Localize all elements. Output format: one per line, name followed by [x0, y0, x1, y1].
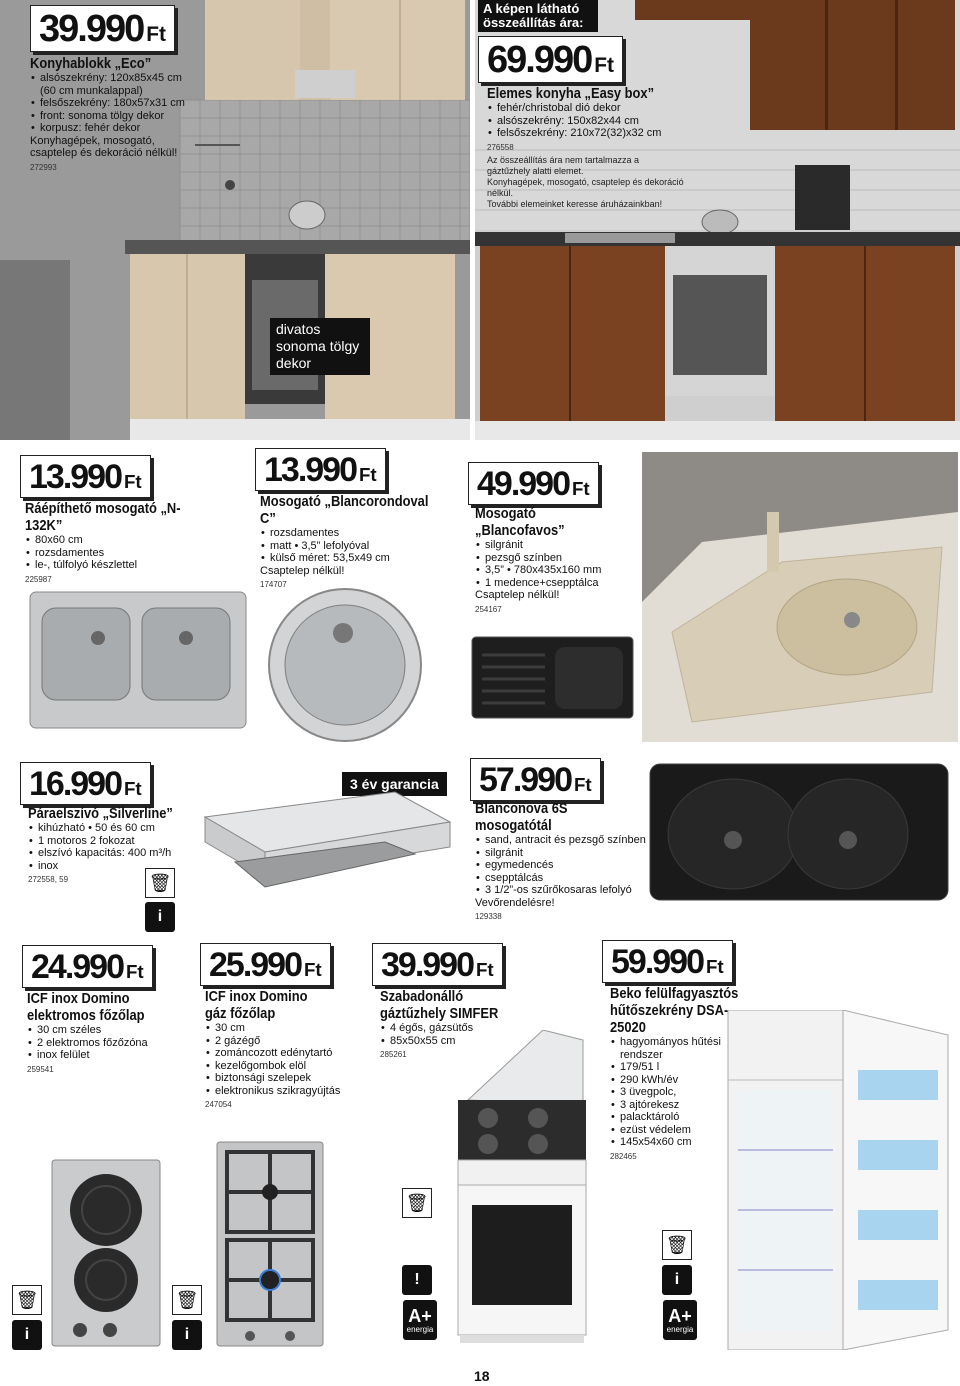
round-sink-illustration	[265, 585, 425, 745]
sink3-price	[468, 462, 599, 505]
stove-energy-text: energia	[406, 1324, 434, 1334]
sink4-feature: • egymedencés	[475, 859, 655, 872]
fridge-feature: • palacktároló	[610, 1111, 740, 1124]
hob-electric-price-value: 24.990	[31, 948, 123, 986]
fridge-price-value: 59.990	[611, 943, 703, 981]
hob-gas-price-value: 25.990	[209, 946, 301, 984]
hob-gas-feature: • zománcozott edénytartó	[205, 1047, 365, 1060]
easybox-info	[487, 85, 707, 210]
stove-price	[372, 943, 503, 986]
stove-price-currency: Ft	[476, 959, 494, 980]
hob-electric-features	[27, 1024, 187, 1062]
sink4-feature: • sand, antracit és pezsgő színben	[475, 834, 655, 847]
sink2-price-box	[255, 448, 386, 491]
sink3-features	[475, 539, 645, 589]
hob-electric-photo	[50, 1158, 162, 1348]
sink1-price-currency: Ft	[124, 471, 142, 492]
fridge-energy-text: energia	[666, 1324, 694, 1334]
sink3-price-box	[468, 462, 599, 505]
hood-info	[28, 805, 208, 884]
sink4-title: Blanconova 6S mosogatótál	[475, 800, 568, 834]
stove-photo	[448, 1030, 593, 1345]
sink4-price-box	[470, 758, 601, 801]
hob-electric-feature: • 30 cm széles	[27, 1024, 187, 1037]
sink4-info	[475, 800, 655, 921]
eco-feature: • alsószekrény: 120x85x45 cm (60 cm munkalappal)	[30, 72, 200, 97]
sink1-title: Ráépíthető mosogató „N-132K”	[25, 500, 181, 534]
sink3-title: Mosogató „Blancofavos”	[475, 505, 565, 539]
sink4-features	[475, 834, 655, 897]
hob-gas-price-currency: Ft	[304, 959, 322, 980]
sink2-feature: • külső méret: 53,5x49 cm	[260, 552, 460, 565]
sink1-price-value: 13.990	[29, 458, 121, 496]
double-sink-illustration	[28, 590, 248, 730]
easybox-feature: • felsőszekrény: 210x72(32)x32 cm	[487, 127, 707, 140]
sink2-price	[255, 448, 386, 491]
sink3-price-value: 49.990	[477, 465, 569, 503]
sink3-photo	[642, 452, 958, 742]
hob-gas-feature: • elektronikus szikragyújtás	[205, 1085, 365, 1098]
easybox-price	[478, 36, 623, 83]
sink2-info	[260, 493, 460, 589]
easybox-price-currency: Ft	[594, 54, 614, 77]
sink4-photo	[648, 762, 950, 902]
fridge-title: Beko felülfagyasztós hűtőszekrény DSA-25020	[610, 985, 739, 1036]
fridge-energy-class: A+	[668, 1305, 692, 1326]
easybox-code: 276558	[487, 142, 514, 152]
hob-gas-photo	[215, 1140, 325, 1348]
sink4-price-currency: Ft	[574, 774, 592, 795]
hob-electric-title: ICF inox Domino elektromos főzőlap	[27, 990, 145, 1024]
hob-gas-price	[200, 943, 331, 986]
hob-gas-features	[205, 1022, 365, 1097]
sink4-note: Vevőrendelésre!	[475, 896, 555, 909]
crossed-bin-icon: 🗑	[662, 1230, 692, 1260]
hob-electric-price-currency: Ft	[126, 961, 144, 982]
eco-price-box	[30, 5, 175, 52]
sonoma-overlay-label: divatos sonoma tölgy dekor	[270, 318, 370, 375]
sink4-code: 129338	[475, 912, 502, 921]
easybox-note: További elemeinket keresse áruházainkban!	[487, 198, 663, 209]
easybox-price-value: 69.990	[487, 39, 592, 81]
crossed-bin-icon: 🗑	[12, 1285, 42, 1315]
sink2-feature: • matt • 3,5” lefolyóval	[260, 540, 460, 553]
stove-title: Szabadonálló gáztűzhely SIMFER	[380, 988, 499, 1022]
black-sink-illustration	[470, 635, 635, 720]
easybox-header: A képen látható összeállítás ára:	[478, 0, 598, 32]
eco-features	[30, 72, 200, 135]
stove-price-value: 39.990	[381, 946, 473, 984]
hood-price-value: 16.990	[29, 765, 121, 803]
sink3-info	[475, 505, 645, 614]
fridge-feature: • 145x54x60 cm	[610, 1136, 740, 1149]
sink1-price-box	[20, 455, 151, 498]
stove-feature: • 4 égős, gázsütős	[380, 1022, 530, 1035]
sink4-feature: • silgránit	[475, 847, 655, 860]
stove-feature: • 85x50x55 cm	[380, 1035, 530, 1048]
hob-electric-feature: • 2 elektromos főzőzóna	[27, 1037, 187, 1050]
easybox-feature: • fehér/christobal dió dekor	[487, 102, 707, 115]
sink4-price	[470, 758, 601, 801]
hob-electric-code: 259541	[27, 1064, 54, 1074]
sink3-feature: • 3,5” • 780x435x160 mm	[475, 564, 645, 577]
eco-feature: • korpusz: fehér dekor	[30, 122, 200, 135]
hob-gas-info	[205, 988, 365, 1109]
easybox-feature: • alsószekrény: 150x82x44 cm	[487, 115, 707, 128]
fridge-feature: • 3 ajtórekesz	[610, 1099, 740, 1112]
hood-features	[28, 822, 208, 872]
eco-feature: • front: sonoma tölgy dekor	[30, 110, 200, 123]
black-sink-photo	[470, 635, 635, 720]
hob-electric-info	[27, 990, 187, 1074]
hob-electric-price-box	[22, 945, 153, 988]
crossed-bin-icon: 🗑	[172, 1285, 202, 1315]
fridge-feature: • 3 üvegpolc,	[610, 1086, 740, 1099]
sink2-title: Mosogató „Blancorondoval C”	[260, 493, 429, 527]
info-icon: i	[145, 902, 175, 932]
sink2-price-currency: Ft	[359, 464, 377, 485]
sink3-code: 254167	[475, 604, 502, 614]
sink1-photo	[28, 590, 248, 730]
crossed-bin-icon: 🗑	[145, 868, 175, 898]
granite-sink-illustration	[642, 452, 958, 742]
gas-hob-illustration	[215, 1140, 325, 1348]
hood-photo	[195, 782, 460, 902]
sink1-feature: • le-, túlfolyó készlettel	[25, 559, 245, 572]
sink3-feature: • silgránit	[475, 539, 645, 552]
fridge-feature: • 290 kWh/év	[610, 1074, 740, 1087]
info-icon: i	[662, 1265, 692, 1295]
fridge-energy-label	[663, 1300, 697, 1340]
hob-gas-code: 247054	[205, 1100, 232, 1109]
stove-energy-label	[403, 1300, 437, 1340]
page-number: 18	[474, 1368, 490, 1384]
easybox-price-box	[478, 36, 623, 83]
eco-title: Konyhablokk „Eco”	[30, 55, 152, 72]
easybox-note: Konyhagépek, mosogató, csaptelep és dekoráció nélkül.	[487, 176, 684, 198]
sink2-code: 174707	[260, 580, 287, 589]
hood-price-currency: Ft	[124, 778, 142, 799]
fridge-price	[602, 940, 733, 983]
sink4-price-value: 57.990	[479, 761, 571, 799]
eco-price-value: 39.990	[39, 8, 144, 50]
eco-feature: • felsőszekrény: 180x57x31 cm	[30, 97, 200, 110]
hood-code: 272558, 59	[28, 875, 69, 884]
sink1-features	[25, 534, 245, 572]
eco-note: Konyhagépek, mosogató, csaptelep és dekoráció nélkül!	[30, 134, 178, 159]
blanconova-sink-illustration	[648, 762, 950, 902]
hood-illustration	[195, 782, 460, 902]
info-icon: i	[172, 1320, 202, 1350]
fridge-illustration	[698, 1010, 953, 1350]
sink2-price-value: 13.990	[264, 451, 356, 489]
hood-price-box	[20, 762, 151, 805]
hood-feature: • elszívó kapacitás: 400 m³/h	[28, 847, 208, 860]
gas-stove-illustration	[448, 1030, 593, 1345]
sink4-feature: • csepptálcás	[475, 872, 655, 885]
crossed-bin-icon: 🗑	[402, 1188, 432, 1218]
hob-gas-price-box	[200, 943, 331, 986]
fridge-code: 282465	[610, 1151, 637, 1161]
hob-electric-price	[22, 945, 153, 988]
electric-hob-illustration	[50, 1158, 162, 1348]
sink2-features	[260, 527, 460, 565]
stove-energy-class: A+	[408, 1305, 432, 1326]
hob-gas-feature: • 2 gázégő	[205, 1035, 365, 1048]
hood-feature: • inox	[28, 860, 208, 873]
sink1-feature: • 80x60 cm	[25, 534, 245, 547]
fridge-feature: • 179/51 l	[610, 1061, 740, 1074]
fridge-price-box	[602, 940, 733, 983]
sink3-feature: • pezsgő színben	[475, 552, 645, 565]
sink2-note: Csaptelep nélkül!	[260, 564, 345, 577]
info-icon: i	[12, 1320, 42, 1350]
easybox-title: Elemes konyha „Easy box”	[487, 85, 655, 102]
sink1-code: 225987	[25, 574, 52, 584]
hood-feature: • 1 motoros 2 fokozat	[28, 835, 208, 848]
hob-electric-feature: • inox felület	[27, 1049, 187, 1062]
warning-icon: !	[402, 1265, 432, 1295]
sink1-price	[20, 455, 151, 498]
hob-gas-title: ICF inox Domino gáz főzőlap	[205, 988, 308, 1022]
easybox-note: Az összeállítás ára nem tartalmazza a gáztűzhely alatti elemet.	[487, 154, 640, 176]
hob-gas-feature: • kezelőgombok elöl	[205, 1060, 365, 1073]
sink2-photo	[265, 585, 425, 745]
eco-price-currency: Ft	[146, 23, 166, 46]
eco-price	[30, 5, 175, 52]
sink2-feature: • rozsdamentes	[260, 527, 460, 540]
fridge-photo	[698, 1010, 953, 1350]
warranty-badge: 3 év garancia	[342, 772, 447, 796]
eco-info	[30, 55, 200, 172]
sink3-price-currency: Ft	[572, 478, 590, 499]
eco-code: 272993	[30, 162, 57, 172]
sink1-feature: • rozsdamentes	[25, 547, 245, 560]
hood-feature: • kihúzható • 50 és 60 cm	[28, 822, 208, 835]
fridge-feature: • ezüst védelem	[610, 1124, 740, 1137]
sink3-note: Csaptelep nélkül!	[475, 589, 560, 601]
sink1-info	[25, 500, 245, 584]
stove-code: 285261	[380, 1050, 407, 1059]
sink4-feature: • 3 1/2”-os szűrőkosaras lefolyó	[475, 884, 655, 897]
hood-title: Páraelszívó „Silverline”	[28, 805, 173, 822]
fridge-feature: • hagyományos hűtési rendszer	[610, 1036, 740, 1061]
fridge-price-currency: Ft	[706, 956, 724, 977]
easybox-features	[487, 102, 707, 140]
hob-gas-feature: • biztonsági szelepek	[205, 1072, 365, 1085]
hood-price	[20, 762, 151, 805]
hob-gas-feature: • 30 cm	[205, 1022, 365, 1035]
stove-price-box	[372, 943, 503, 986]
sink3-feature: • 1 medence+csepptálca	[475, 577, 645, 590]
